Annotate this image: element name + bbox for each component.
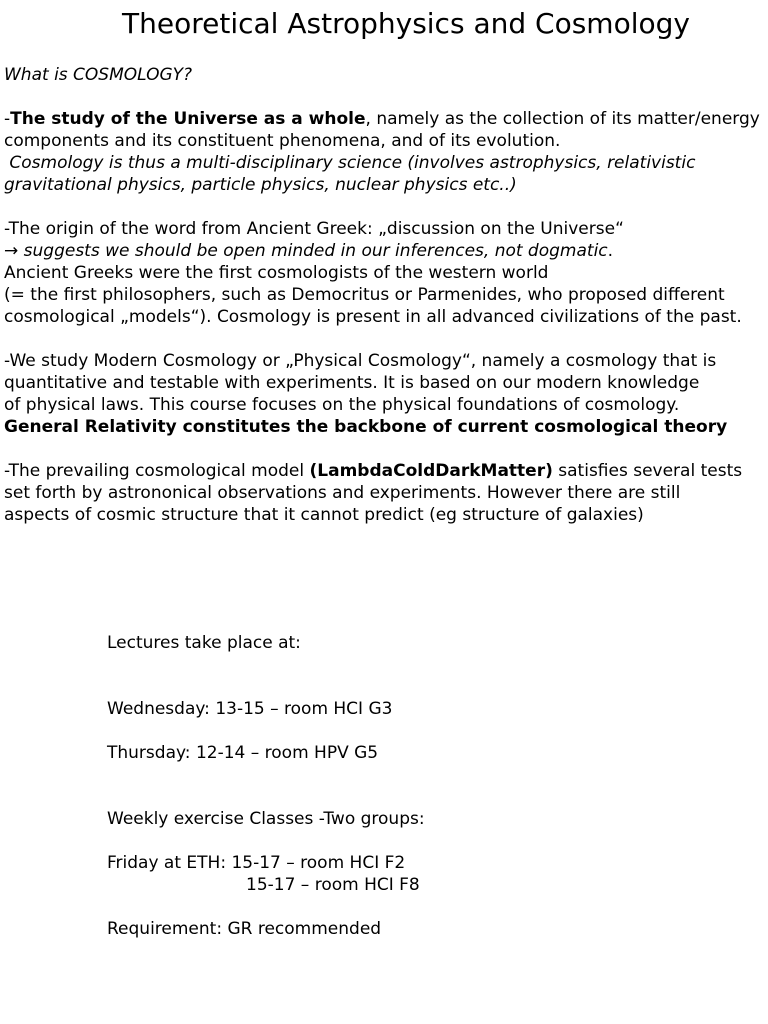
page-title: Theoretical Astrophysics and Cosmology — [122, 7, 690, 40]
paragraph-1-line-1 — [4, 108, 764, 130]
p2-italic: suggests we should be open minded in our inferences, not dogmatic — [23, 241, 608, 261]
spacer — [107, 720, 425, 742]
p4-prefix: -The prevailing cosmological model — [4, 461, 310, 481]
spacer — [107, 654, 425, 676]
spacer — [107, 676, 425, 698]
paragraph-1-italic-2: gravitational physics, particle physics, nuclear physics etc..) — [4, 175, 517, 195]
p1-rest: , namely as the collection of its matter/energy — [365, 109, 760, 129]
p4-rest: satisfies several tests — [552, 461, 743, 481]
paragraph-3-line-2: quantitative and testable with experiments. It is based on our modern knowledge — [4, 373, 700, 393]
paragraph-3-bold-line: General Relativity constitutes the backbone of current cosmological theory — [4, 417, 728, 437]
arrow-icon: → — [4, 241, 24, 261]
paragraph-2-line-3: Ancient Greeks were the first cosmologists of the western world — [4, 263, 549, 283]
friday-slot-2: 15-17 – room HCI F8 — [246, 875, 420, 895]
lectures-heading: Lectures take place at: — [107, 633, 301, 653]
p1-bold: The study of the Universe as a whole — [10, 109, 366, 129]
paragraph-3-line-1: -We study Modern Cosmology or „Physical Cosmology“, namely a cosmology that is — [4, 351, 717, 371]
requirement: Requirement: GR recommended — [107, 919, 382, 939]
paragraph-2-line-1: -The origin of the word from Ancient Greek: „discussion on the Universe“ — [4, 219, 624, 239]
paragraph-4-line-2: set forth by astrononical observations and experiments. However there are still — [4, 483, 681, 503]
thursday-slot: Thursday: 12-14 – room HPV G5 — [107, 743, 379, 763]
intro-text — [4, 64, 764, 526]
paragraph-3-line-3: of physical laws. This course focuses on the physical foundations of cosmology. — [4, 395, 680, 415]
paragraph-4-line-1 — [4, 460, 764, 482]
spacer — [4, 438, 764, 460]
question-heading: What is COSMOLOGY? — [4, 65, 193, 85]
p4-bold: (LambdaColdDarkMatter) — [309, 461, 553, 481]
lecture-schedule — [107, 632, 425, 940]
spacer — [4, 328, 764, 350]
paragraph-2-line-5: cosmological „models“). Cosmology is present in all advanced civilizations of the past. — [4, 307, 742, 327]
spacer — [107, 896, 425, 918]
wednesday-slot: Wednesday: 13-15 – room HCI G3 — [107, 699, 393, 719]
exercise-heading: Weekly exercise Classes -Two groups: — [107, 809, 425, 829]
paragraph-1-line-2: components and its constituent phenomena, and of its evolution. — [4, 131, 561, 151]
spacer — [4, 196, 764, 218]
p1-prefix: - — [4, 109, 11, 129]
paragraph-4-line-3: aspects of cosmic structure that it cannot predict (eg structure of galaxies) — [4, 505, 644, 525]
p2-italic-end: . — [607, 241, 614, 261]
paragraph-1-italic-1: Cosmology is thus a multi-disciplinary science (involves astrophysics, relativistic — [4, 153, 696, 173]
spacer — [107, 764, 425, 786]
spacer — [107, 786, 425, 808]
paragraph-2-line-2 — [4, 240, 764, 262]
friday-slot-1: Friday at ETH: 15-17 – room HCI F2 — [107, 853, 406, 873]
paragraph-2-line-4: (= the first philosophers, such as Democritus or Parmenides, who proposed different — [4, 285, 725, 305]
spacer — [107, 830, 425, 852]
spacer — [4, 86, 764, 108]
